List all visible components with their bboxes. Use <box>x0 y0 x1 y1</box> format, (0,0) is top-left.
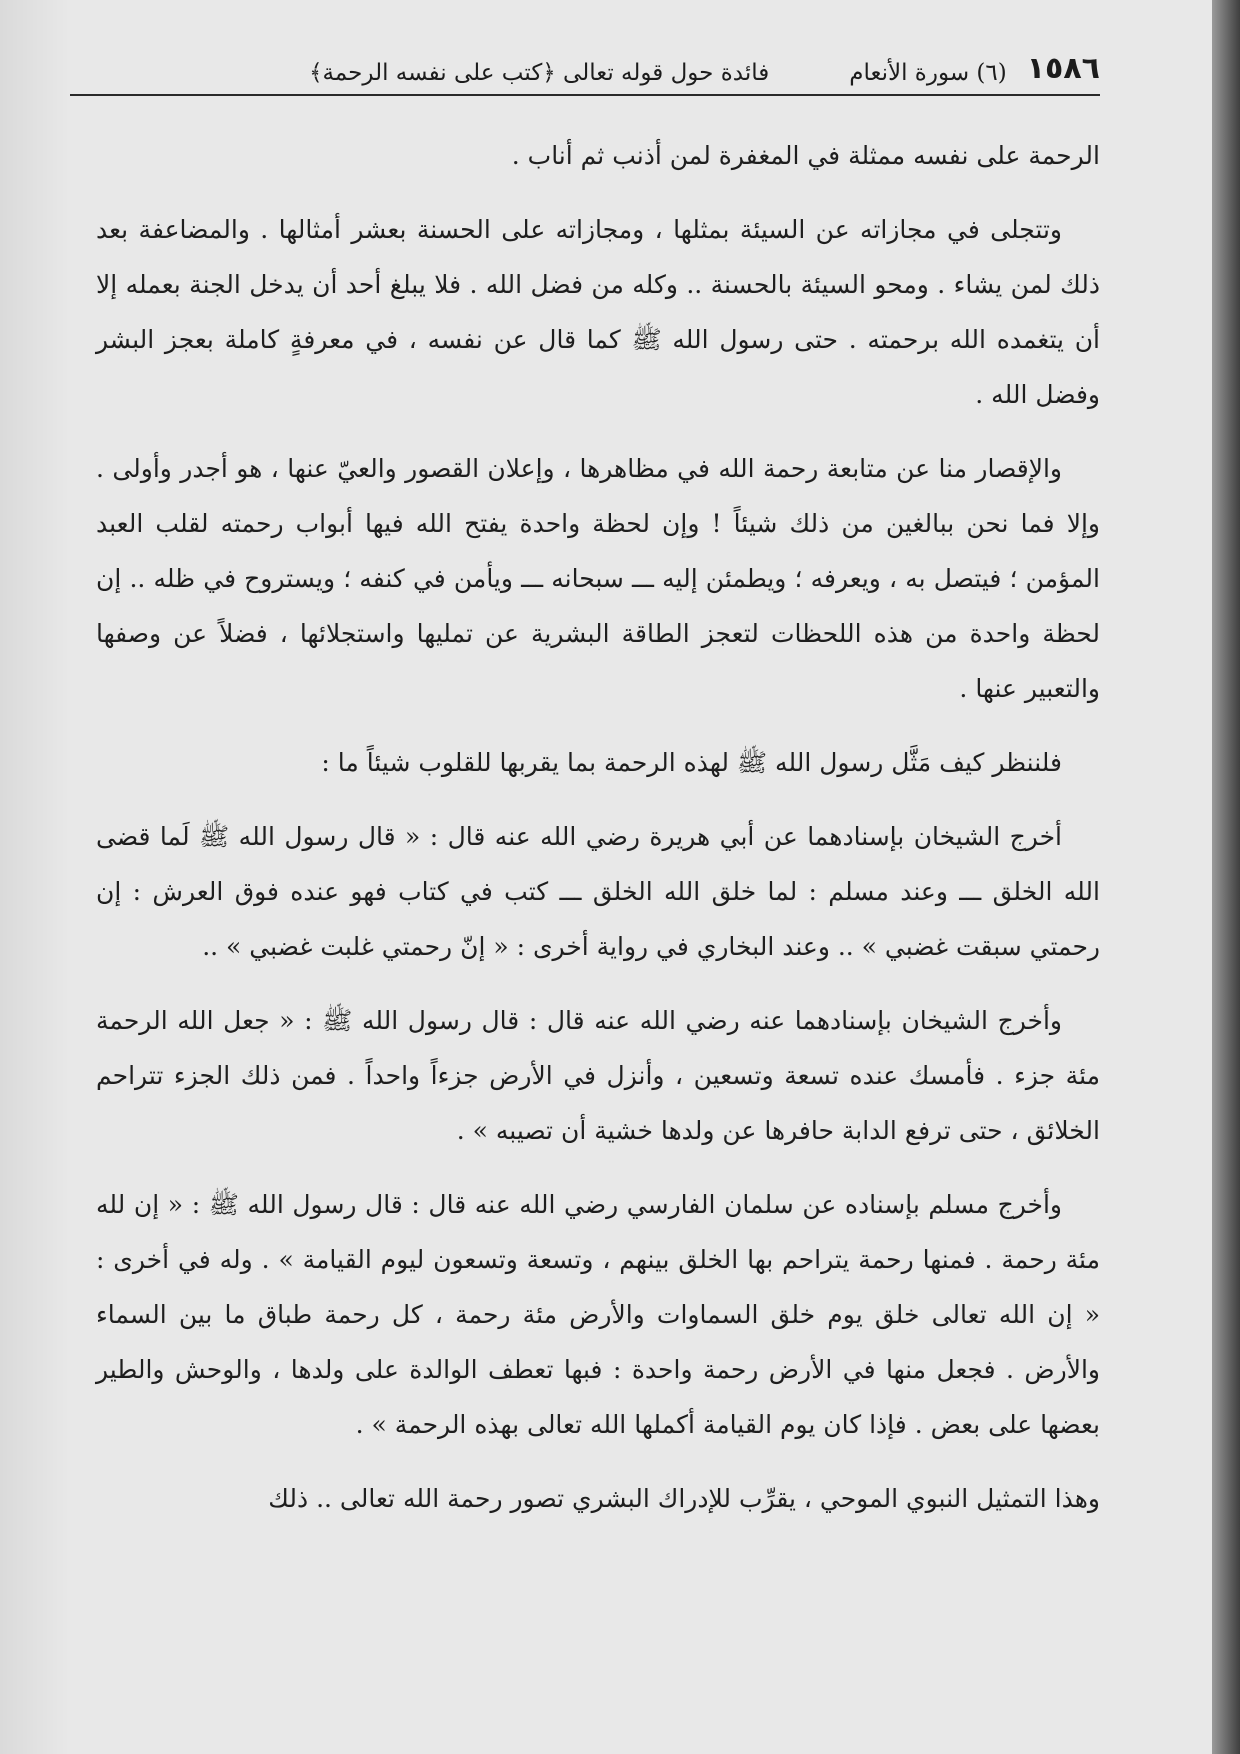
page-number: ١٥٨٦ <box>1026 51 1100 86</box>
paragraph: الرحمة على نفسه ممثلة في المغفرة لمن أذنب ثم أناب . <box>511 141 1100 170</box>
page-edge-shadow <box>0 0 70 1754</box>
paragraph: فلننظر كيف مَثَّل رسول الله ﷺ لهذه الرحمة بما يقربها للقلوب شيئاً ما : <box>321 748 1062 777</box>
running-header <box>70 38 1100 86</box>
paragraph: وأخرج مسلم بإسناده عن سلمان الفارسي رضي الله عنه قال : قال رسول الله ﷺ : « إن لله مئة رحمة . فمنها رحمة يتراحم بها الخلق بينهم ، وتسعة وتسعون ليوم القيامة » . وله في أخرى : « إن الله تعالى خلق يوم خلق السماوات والأرض مئة رحمة ، كل رحمة طباق ما بين السماء والأرض . فجعل منها في الأرض رحمة واحدة : فبها تعطف الوالدة على ولدها ، والوحش والطير بعضها على بعض . فإذا كان يوم القيامة أكملها الله تعالى بهذه الرحمة » . <box>96 1190 1100 1439</box>
paragraph: وأخرج الشيخان بإسنادهما عنه رضي الله عنه قال : قال رسول الله ﷺ : « جعل الله الرحمة مئة جزء . فأمسك عنده تسعة وتسعين ، وأنزل في الأرض جزءاً واحداً . فمن ذلك الجزء تتراحم الخلائق ، حتى ترفع الدابة حافرها عن ولدها خشية أن تصيبه » . <box>96 1006 1100 1145</box>
paragraph: أخرج الشيخان بإسنادهما عن أبي هريرة رضي الله عنه قال : « قال رسول الله ﷺ لَما قضى الله الخلق ـــ وعند مسلم : لما خلق الله الخلق ـــ كتب في كتاب فهو عنده فوق العرش : إن رحمتي سبقت غضبي » .. وعند البخاري في رواية أخرى : « إنّ رحمتي غلبت غضبي » .. <box>96 822 1100 961</box>
paragraph: وهذا التمثيل النبوي الموحي ، يقرِّب للإدراك البشري تصور رحمة الله تعالى .. ذلك <box>268 1484 1100 1513</box>
body-text <box>96 128 1100 1545</box>
paragraph: والإقصار منا عن متابعة رحمة الله في مظاهرها ، وإعلان القصور والعيّ عنها ، هو أجدر وأولى . وإلا فما نحن ببالغين من ذلك شيئاً ! وإن لحظة واحدة يفتح الله فيها أبواب رحمته لقلب العبد المؤمن ؛ فيتصل به ، ويعرفه ؛ ويطمئن إليه ـــ سبحانه ـــ ويأمن في كنفه ؛ ويستروح في ظله .. إن لحظة واحدة من هذه اللحظات لتعجز الطاقة البشرية عن تمليها واستجلائها ، فضلاً عن وصفها والتعبير عنها . <box>96 454 1100 703</box>
header-rule <box>70 94 1100 96</box>
paragraph: وتتجلى في مجازاته عن السيئة بمثلها ، ومجازاته على الحسنة بعشر أمثالها . والمضاعفة بعد ذلك لمن يشاء . ومحو السيئة بالحسنة .. وكله من فضل الله . فلا يبلغ أحد أن يدخل الجنة بعمله إلا أن يتغمده الله برحمته . حتى رسول الله ﷺ كما قال عن نفسه ، في معرفةٍ كاملة بعجز البشر وفضل الله . <box>96 215 1100 409</box>
book-spine-shadow <box>1212 0 1240 1754</box>
header-topic: فائدة حول قوله تعالى ﴿كتب على نفسه الرحمة﴾ <box>309 60 770 86</box>
surah-title: (٦) سورة الأنعام <box>849 60 1007 86</box>
